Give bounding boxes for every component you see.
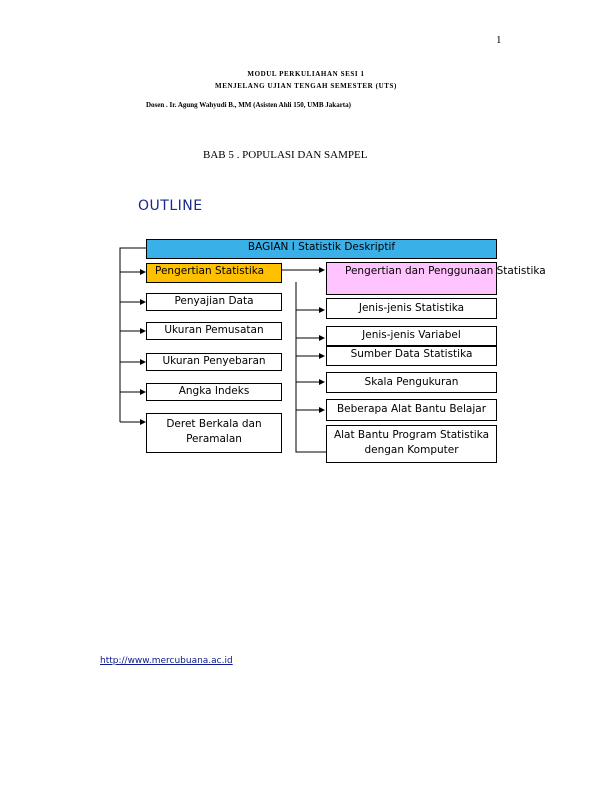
left-box-label: Angka Indeks (178, 385, 250, 397)
lecturer-line: Dosen . Ir. Agung Wahyudi B., MM (Asisten Ahli 150, UMB Jakarta) (146, 101, 351, 109)
chapter-title: BAB 5 . POPULASI DAN SAMPEL (203, 149, 368, 161)
module-subtitle: MENJELANG UJIAN TENGAH SEMESTER (UTS) (215, 82, 397, 90)
left-box-1 (146, 263, 282, 283)
right-box-label: Alat Bantu Program Statistika dengan Komputer (333, 429, 490, 456)
diagram-root-label: BAGIAN I Statistik Deskriptif (247, 241, 396, 253)
page-number: 1 (496, 34, 502, 46)
left-box-label: Deret Berkala dan Peramalan (166, 418, 262, 445)
right-box-5 (326, 372, 497, 393)
left-box-label: Pengertian Statistika (155, 265, 265, 277)
right-box-4 (326, 346, 497, 366)
left-box-label: Penyajian Data (174, 295, 254, 307)
right-box-3 (326, 326, 497, 346)
right-box-label: Sumber Data Statistika (350, 348, 473, 360)
right-box-6 (326, 399, 497, 421)
right-box-label: Skala Pengukuran (364, 376, 459, 388)
right-box-7 (326, 425, 497, 463)
right-box-label: Jenis-jenis Variabel (362, 329, 461, 341)
outline-heading: OUTLINE (138, 198, 203, 214)
left-box-4 (146, 353, 282, 371)
right-box-2 (326, 298, 497, 319)
right-box-label: Pengertian dan Penggunaan Statistika (345, 265, 546, 277)
footer-url-link[interactable]: http://www.mercubuana.ac.id (100, 656, 233, 666)
left-box-label: Ukuran Pemusatan (164, 324, 264, 336)
right-box-label: Jenis-jenis Statistika (358, 302, 465, 314)
right-box-label: Beberapa Alat Bantu Belajar (336, 403, 487, 415)
module-title: MODUL PERKULIAHAN SESI 1 (247, 70, 365, 78)
diagram-root-box (146, 239, 497, 259)
left-box-3 (146, 322, 282, 340)
right-box-1 (326, 262, 546, 295)
left-box-5 (146, 383, 282, 401)
left-box-2 (146, 293, 282, 311)
left-box-label: Ukuran Penyebaran (162, 355, 266, 367)
left-box-6 (146, 413, 282, 453)
